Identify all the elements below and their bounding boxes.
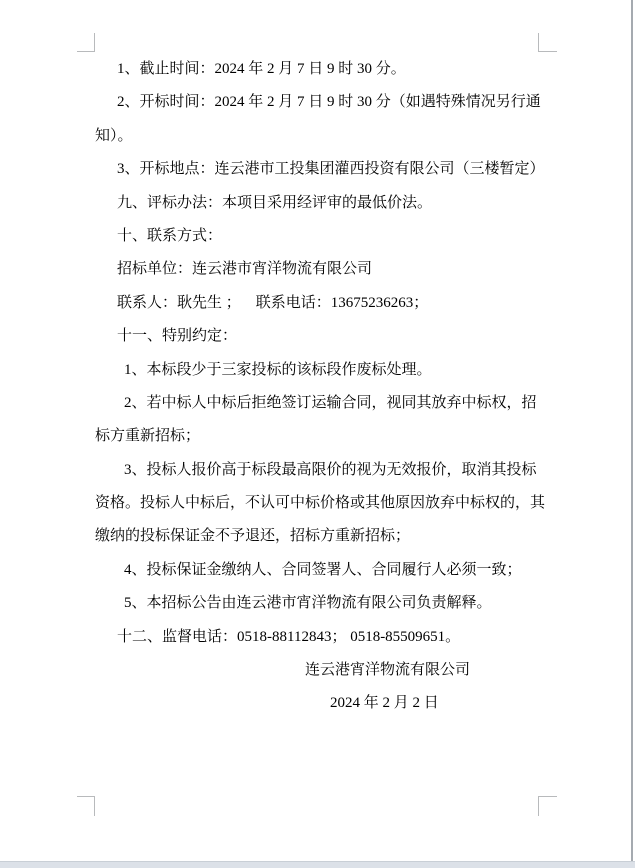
line-signature-date: 2024 年 2 月 2 日	[330, 695, 439, 712]
line-evaluation-method: 九、评标办法：本项目采用经评审的最低价法。	[117, 194, 433, 211]
text-boundary-mark-top-left	[77, 33, 95, 52]
line-opening-time: 2、开标时间：2024 年 2 月 7 日 9 时 30 分（如遇特殊情况另行通	[117, 94, 541, 111]
line-contact-heading: 十、联系方式：	[117, 227, 223, 244]
line-deadline-time: 1、截止时间：2024 年 2 月 7 日 9 时 30 分。	[117, 61, 406, 77]
line-opening-time-cont: 知）。	[95, 127, 133, 144]
line-term-3-cont-1: 资格。投标人中标后，不认可中标价格或其他原因放弃中标权的，其	[95, 495, 546, 512]
line-supervision-phone: 十二、监督电话：0518-88112843； 0518-85509651。	[117, 628, 461, 645]
text-boundary-mark-bottom-right	[538, 796, 557, 816]
line-contact-person-phone: 联系人：耿先生 ； 联系电话：13675236263；	[117, 294, 429, 311]
line-term-5: 5、本招标公告由连云港市宵洋物流有限公司负责解释。	[124, 595, 492, 612]
line-term-3-cont-2: 缴纳的投标保证金不予退还，招标方重新招标；	[95, 528, 411, 545]
text-boundary-mark-bottom-left	[77, 796, 95, 816]
window-bottom-edge	[0, 861, 635, 868]
line-term-2-cont: 标方重新招标；	[95, 428, 201, 445]
line-term-4: 4、投标保证金缴纳人、合同签署人、合同履行人必须一致；	[124, 561, 522, 578]
line-special-terms-heading: 十一、特别约定：	[117, 328, 238, 345]
line-opening-place: 3、开标地点：连云港市工投集团灌西投资有限公司（三楼暂定）	[117, 161, 545, 178]
text-boundary-mark-top-right	[538, 33, 557, 52]
line-term-3: 3、投标人报价高于标段最高限价的视为无效报价，取消其投标	[124, 461, 537, 478]
line-tender-unit: 招标单位：连云港市宵洋物流有限公司	[117, 261, 373, 278]
document-body	[95, 53, 546, 721]
line-signature-company: 连云港宵洋物流有限公司	[305, 662, 471, 679]
line-term-2: 2、若中标人中标后拒绝签订运输合同，视同其放弃中标权，招	[124, 394, 537, 411]
line-term-1: 1、本标段少于三家投标的该标段作废标处理。	[124, 361, 432, 378]
